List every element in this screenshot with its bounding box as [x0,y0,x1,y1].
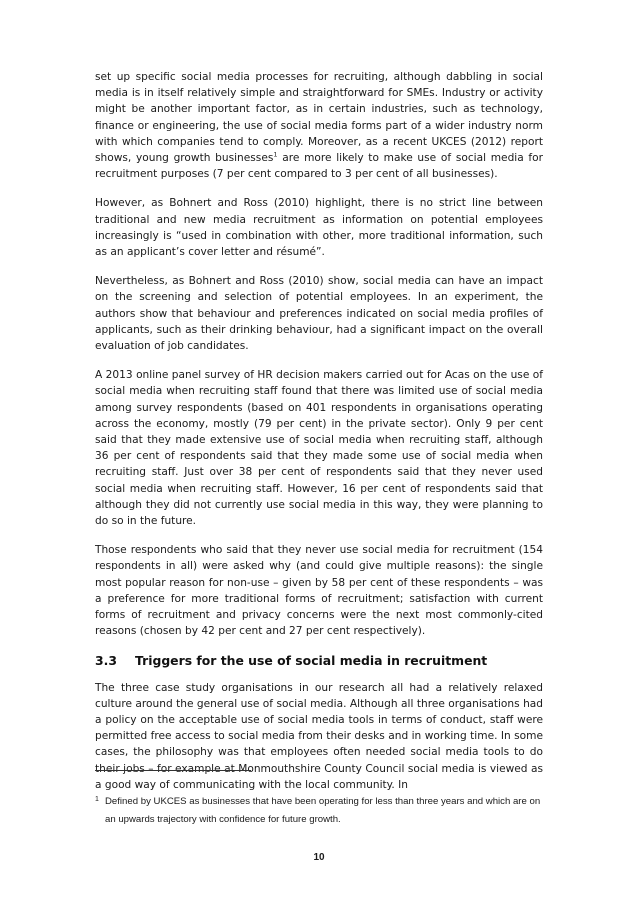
footnote [95,793,543,829]
section-heading [95,653,543,669]
paragraph-bohnert-ross-screening: Nevertheless, as Bohnert and Ross (2010) show, social media can have an impact on the screening and selection of potential employees. In an experiment, the authors show that behaviour and preferences indicated on social media profiles of applicants, such as their drinking behaviour, had a significant impact on the overall evaluation of job candidates. [95,275,543,353]
page-number: 10 [313,852,325,863]
paragraph-text: are more likely to make use of social media for recruitment purposes (7 per cent compared to 3 per cent of all businesses). [95,152,544,181]
section-title: Triggers for the use of social media in recruitment [135,652,488,668]
footnote-reference[interactable]: 1 [273,150,278,159]
footnote-text: Defined by UKCES as businesses that have been operating for less than three years and which are on an upwards trajectory with confidence for future growth. [105,796,541,825]
paragraph-bohnert-ross-traditional: However, as Bohnert and Ross (2010) highlight, there is no strict line between traditional and new media recruitment as information on potential employees increasingly is “used in combination with other, more traditional information, such as an applicant’s cover letter and résumé”. [95,197,543,259]
paragraph-case-study-culture: The three case study organisations in our research all had a relatively relaxed culture around the general use of social media. Although all three organisations had a policy on the acceptable use of social media tools in terms of conduct, staff were permitted free access to social media from their desks and in working time. In some cases, the philosophy was that employees often needed social media tools to do their jobs – for example at Monmouthshire County Council social media is viewed as a good way of communicating with the local community. In [95,681,543,791]
paragraph-text: set up specific social media processes for recruiting, although dabbling in social media is in itself relatively simple and straightforward for SMEs. Industry or activity might be another important factor, as in certain industries, such as technology, finance or engineering, the use of social media forms part of a wider industry norm with which companies tend to comply. Moreover, as a recent UKCES (2012) report shows, young growth businesses [95,71,543,165]
paragraph-acas-survey: A 2013 online panel survey of HR decision makers carried out for Acas on the use of social media when recruiting staff found that there was limited use of social media among survey respondents (based on 401 respondents in organisations operating across the economy, mostly (79 per cent) in the private sector). Only 9 per cent said that they made extensive use of social media when recruiting staff, although 36 per cent of respondents said that they made some use of social media when recruiting staff. Just over 38 per cent of respondents said that they never used social media when recruiting staff. However, 16 per cent of respondents said that although they did not currently use social media in this way, they were planning to do so in the future. [95,369,543,528]
paragraph-sme-social-media [95,69,543,182]
footnote-divider [95,770,251,771]
paragraph-non-use-reasons: Those respondents who said that they never use social media for recruitment (154 respondents in all) were asked why (and could give multiple reasons): the single most popular reason for non-use – given by 58 per cent of these respondents – was a preference for more traditional forms of recruitment; satisfaction with current forms of recruitment and privacy concerns were the next most commonly-cited reasons (chosen by 42 per cent and 27 per cent respectively). [95,544,543,638]
page-body [95,69,543,806]
footnote-mark: 1 [95,796,99,803]
section-number: 3.3 [95,652,117,668]
